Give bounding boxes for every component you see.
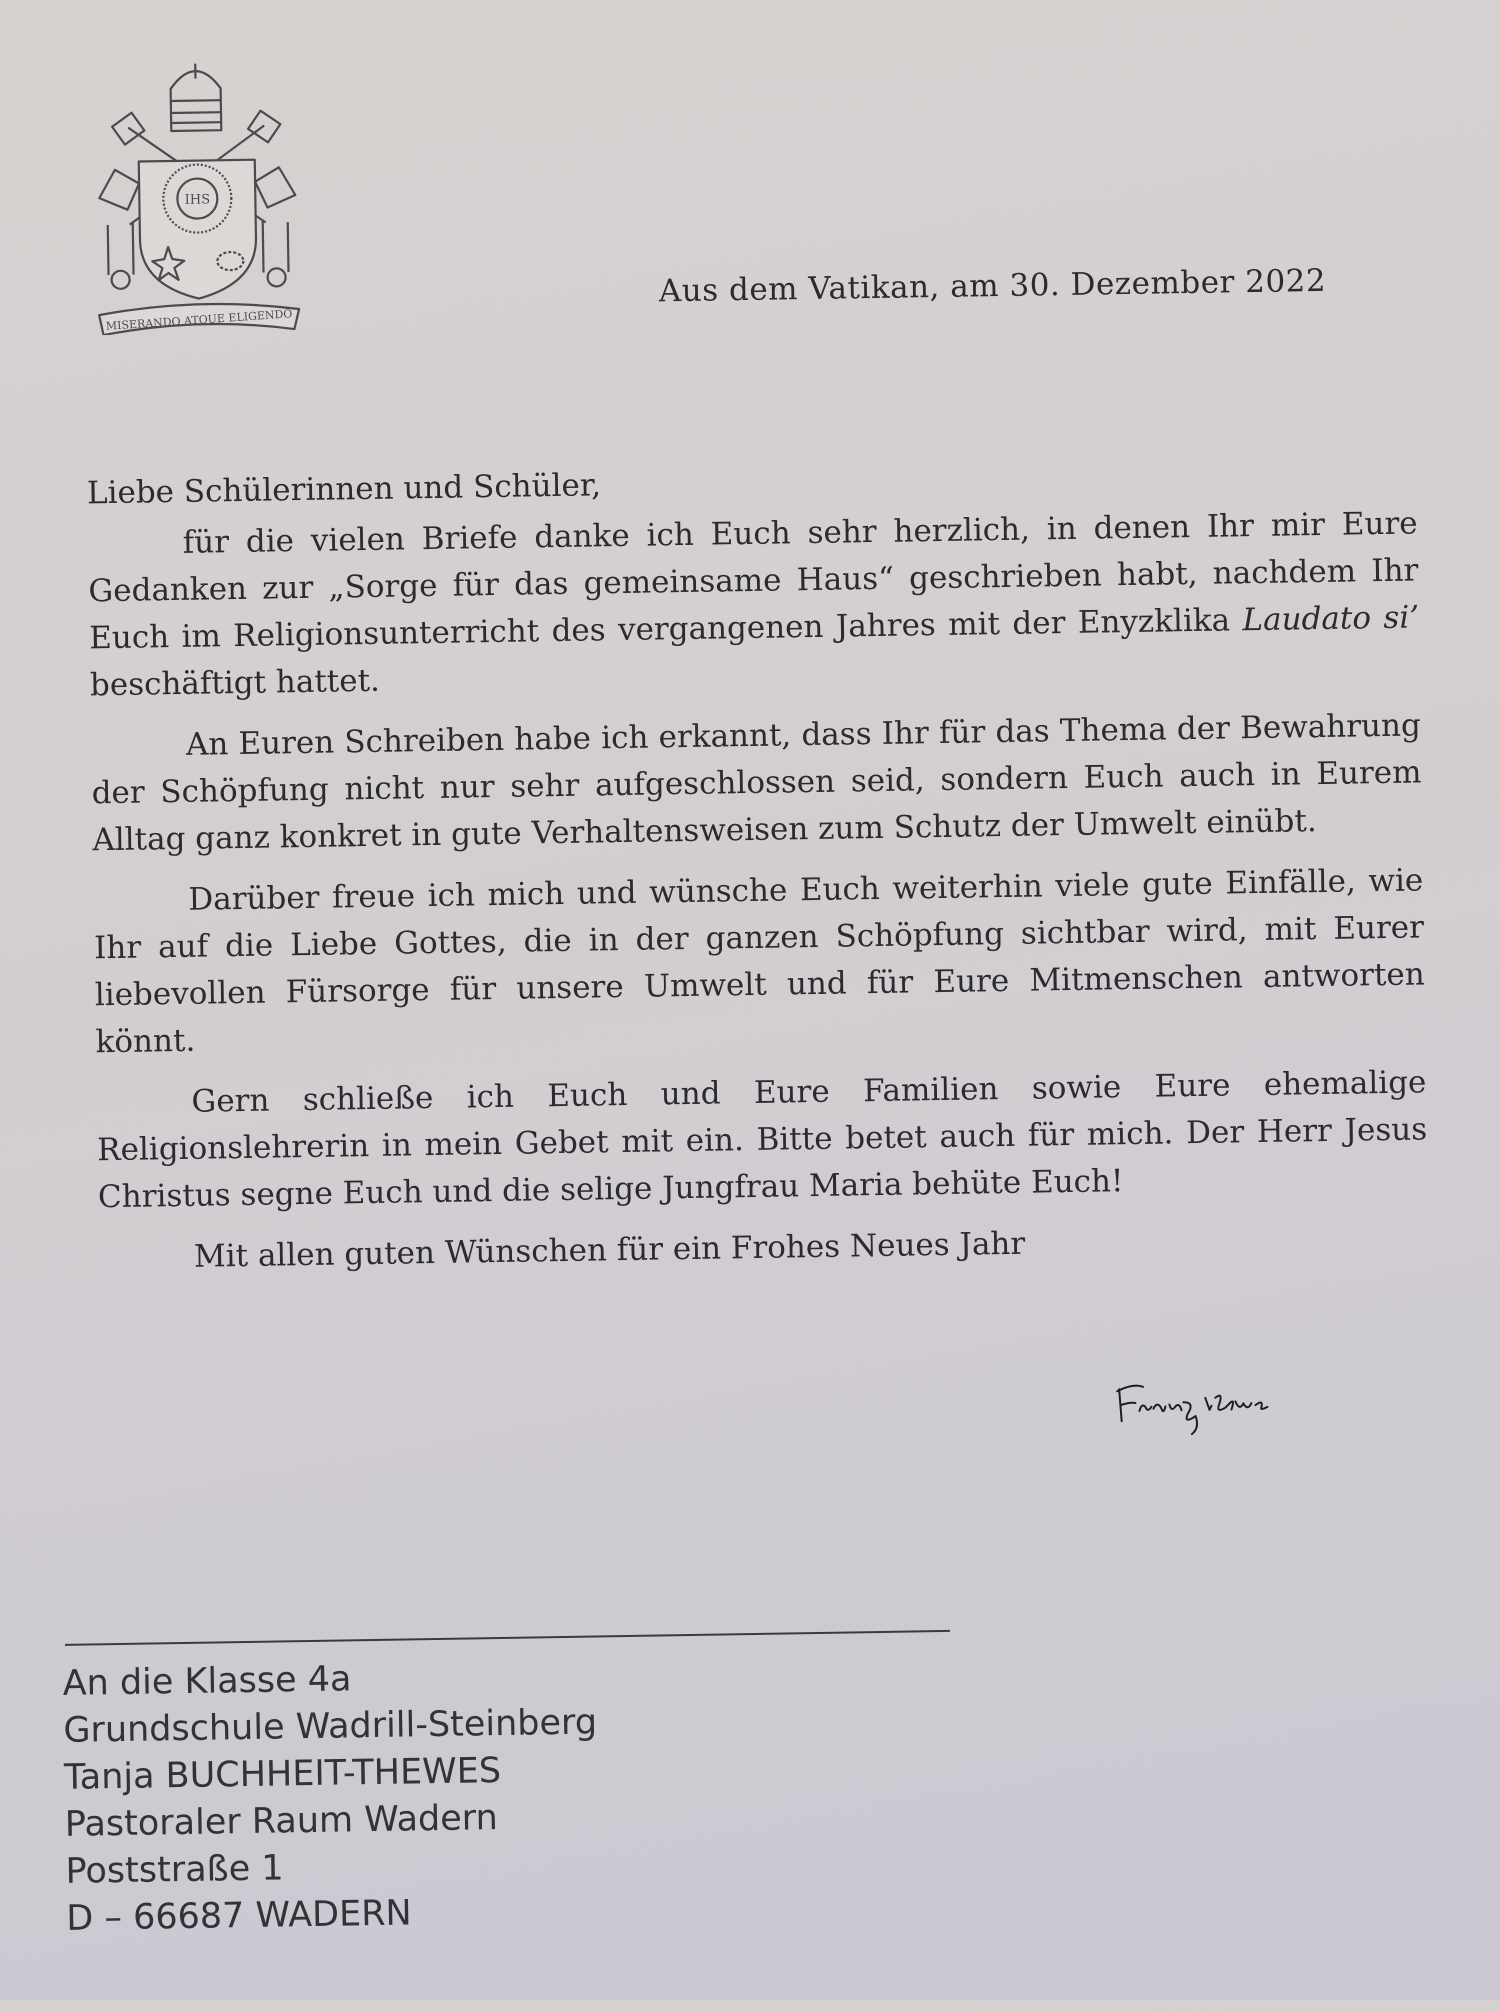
date-line: Aus dem Vatikan, am 30. Dezember 2022 (659, 262, 1389, 309)
papal-coat-of-arms-icon (85, 47, 309, 335)
paragraph-1-tail: beschäftigt hattet. (90, 663, 380, 704)
recipient-address (62, 1648, 886, 1943)
paragraph-4: Gern schließe ich Euch und Eure Familien sowie Eure ehemalige Religionslehrerin in mein Gebet mit ein. Bitte betet auch für mich. Der Herr Jesus Christus segne Euch und die selige Jungfrau Maria behüte Euch! (96, 1059, 1428, 1221)
closing: Mit allen guten Wünschen für ein Frohes Neues Jahr (194, 1214, 1430, 1280)
address-line: Tanja BUCHHEIT-THEWES (64, 1742, 885, 1802)
address-line: An die Klasse 4a (62, 1648, 883, 1708)
paragraph-2: An Euren Schreiben habe ich erkannt, dass Ihr für das Thema der Bewahrung der Schöpfung nicht nur sehr aufgeschlossen seid, sondern Euch auch in Eurem Alltag ganz konkret in gute Verhaltensweisen zum Schutz der Umwelt einübt. (91, 702, 1423, 864)
paragraph-1-text: für die vielen Briefe danke ich Euch sehr herzlich, in denen Ihr mir Eure Gedanken zur „Sorge für das gemeinsame Haus“ geschrieben habt, nachdem Ihr Euch im Religionsunterricht des vergangenen Jahres mit der Enyzklika (88, 505, 1418, 656)
address-line: D – 66687 WADERN (66, 1883, 887, 1943)
paragraph-3: Darüber freue ich mich und wünsche Euch weiterhin viele gute Einfälle, wie Ihr auf die Liebe Gottes, die in der ganzen Schöpfung sichtbar wird, mit Eurer liebevollen Fürsorge für unsere Umwelt und für Eure Mitmenschen antworten könnt. (93, 857, 1426, 1066)
crest-monogram: IHS (185, 192, 211, 207)
crest-motto: MISERANDO ATQUE ELIGENDO (105, 307, 292, 333)
salutation: Liebe Schülerinnen und Schüler, (87, 449, 1418, 517)
letter-body (87, 449, 1430, 1282)
paragraph-1 (87, 500, 1420, 709)
separator-line (65, 1630, 950, 1646)
address-line: Grundschule Wadrill-Steinberg (63, 1695, 884, 1755)
address-line: Poststraße 1 (65, 1836, 886, 1896)
address-line: Pastoraler Raum Wadern (65, 1789, 886, 1849)
signature (1111, 1366, 1312, 1439)
encyclical-title: Laudato si’ (1242, 599, 1419, 638)
